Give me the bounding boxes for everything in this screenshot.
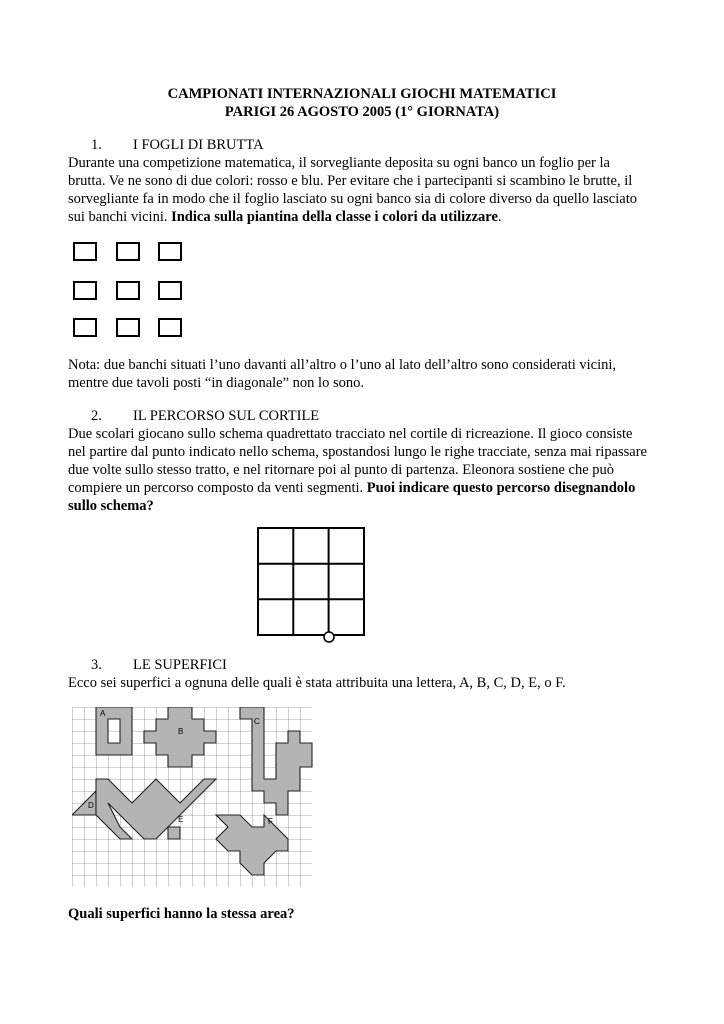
title-line-1: CAMPIONATI INTERNAZIONALI GIOCHI MATEMATICI — [167, 86, 557, 102]
problem-2-text-line: Due scolari giocano sullo schema quadrettato tracciato nel cortile di ricreazione. Il gioco consiste — [68, 426, 633, 442]
desk-1-3[interactable] — [158, 242, 182, 261]
shape-label-c: C — [254, 717, 260, 726]
problem-1-text-line: sui banchi vicini. Indica sulla piantina della classe i colori da utilizzare. — [68, 209, 502, 225]
problem-2-heading: IL PERCORSO SUL CORTILE — [133, 408, 320, 424]
problem-1-heading: I FOGLI DI BRUTTA — [133, 137, 264, 153]
problem-3-number: 3. — [91, 657, 102, 673]
desk-3-3[interactable] — [158, 318, 182, 337]
desk-2-2[interactable] — [116, 281, 140, 300]
problem-3-intro: Ecco sei superfici a ognuna delle quali è stata attribuita una lettera, A, B, C, D, E, o F. — [68, 675, 566, 691]
problem-2-text-line: sullo schema? — [68, 498, 154, 514]
shape-label-b: B — [178, 727, 184, 736]
desk-2-1[interactable] — [73, 281, 97, 300]
shapes-grid — [72, 707, 318, 887]
desk-2-3[interactable] — [158, 281, 182, 300]
problem-1-text-line: Durante una competizione matematica, il sorvegliante deposita su ogni banco un foglio per la — [68, 155, 610, 171]
desk-3-1[interactable] — [73, 318, 97, 337]
desk-3-2[interactable] — [116, 318, 140, 337]
shape-label-d: D — [88, 801, 94, 810]
problem-1-text-line: brutta. Ve ne sono di due colori: rosso e blu. Per evitare che i partecipanti si scambino le brutte, il — [68, 173, 633, 189]
problem-2-text-line: compiere un percorso composto da venti segmenti. Puoi indicare questo percorso disegnandolo — [68, 480, 636, 496]
problem-2-text-line: nel partire dal punto indicato nello schema, spostandosi lungo le righe tracciate, senza mai ripassare — [68, 444, 647, 460]
shape-label-e: E — [178, 815, 184, 824]
problem-2-number: 2. — [91, 408, 102, 424]
courtyard-grid — [252, 522, 372, 644]
problem-1-number: 1. — [91, 137, 102, 153]
title-line-2: PARIGI 26 AGOSTO 2005 (1° GIORNATA) — [224, 104, 500, 120]
problem-1-note-line: mentre due tavoli posti “in diagonale” non lo sono. — [68, 375, 364, 391]
desk-1-1[interactable] — [73, 242, 97, 261]
problem-3-question: Quali superfici hanno la stessa area? — [68, 906, 295, 922]
start-point-icon — [324, 632, 334, 642]
problem-3-heading: LE SUPERFICI — [133, 657, 227, 673]
problem-1-text-line: sorvegliante fa in modo che il foglio lasciato su ogni banco sia di colore diverso da quello lasciato — [68, 191, 637, 207]
shape-label-f: F — [268, 817, 273, 826]
shape-label-a: A — [100, 709, 106, 718]
desk-1-2[interactable] — [116, 242, 140, 261]
problem-2-text-line: due volte sullo stesso tratto, e nel ritornare poi al punto di partenza. Eleonora sostiene che può — [68, 462, 615, 478]
problem-1-note-line: Nota: due banchi situati l’uno davanti all’altro o l’uno al lato dell’altro sono considerati vicini, — [68, 357, 617, 373]
